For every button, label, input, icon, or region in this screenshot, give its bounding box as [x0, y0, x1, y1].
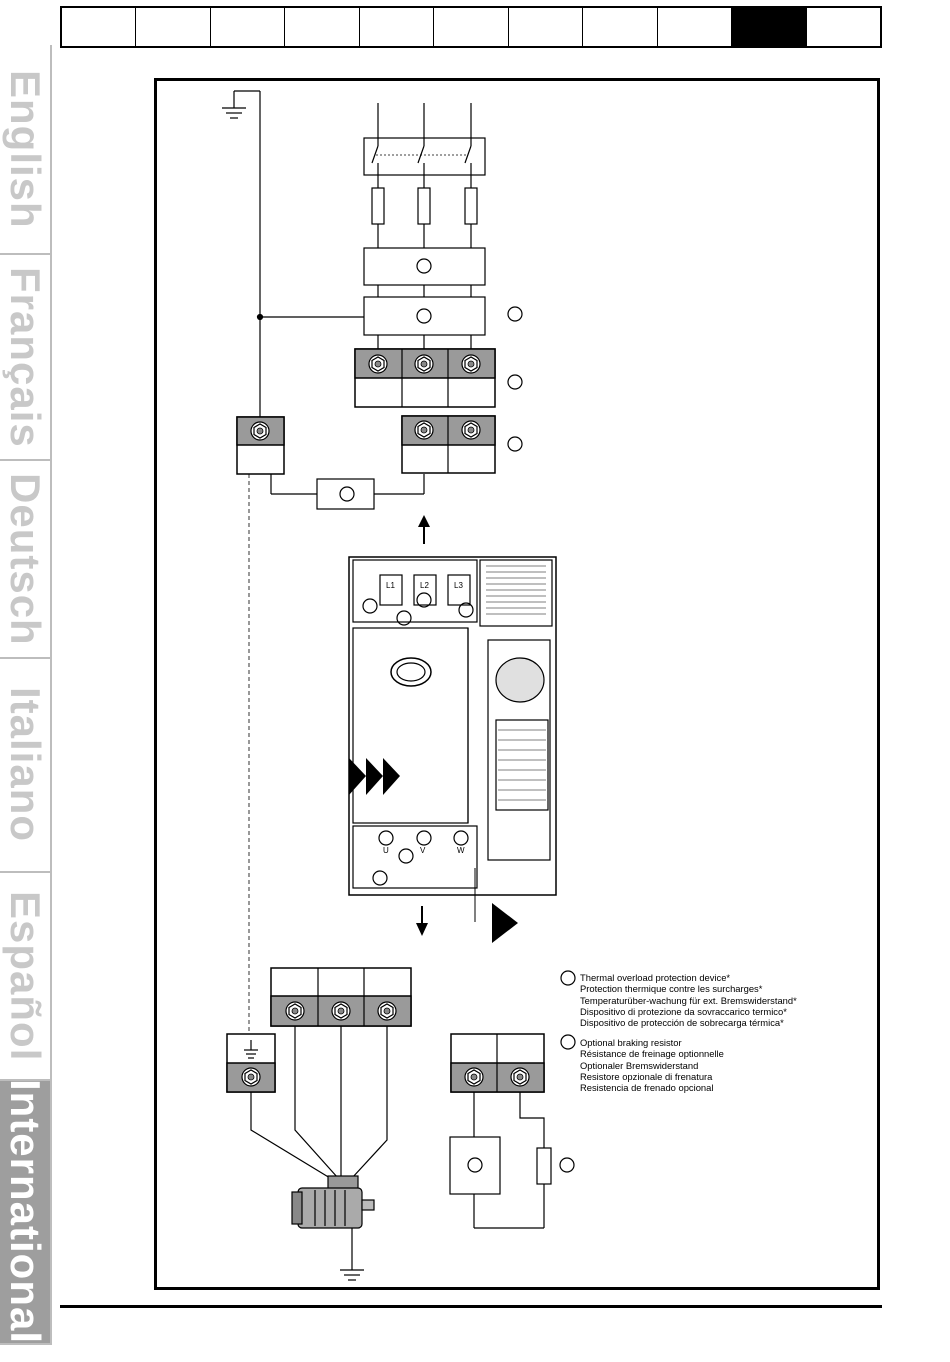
terminal-label-l1: L1 — [386, 581, 395, 590]
language-tab-label: Français — [2, 266, 49, 448]
thermal-overload-device — [450, 1137, 500, 1194]
terminal-label-l2: L2 — [420, 581, 429, 590]
legend-braking-de: Optionaler Bremswiderstand — [580, 1059, 699, 1071]
callout-circle — [560, 1158, 574, 1172]
drive-illustration — [349, 557, 556, 895]
supply-lines — [378, 103, 471, 138]
large-right-arrow-icon — [492, 903, 518, 943]
terminal-label-u: U — [383, 846, 389, 855]
language-tab-label: Español — [2, 890, 49, 1062]
optional-filter-box — [364, 248, 485, 285]
legend-braking — [580, 1037, 724, 1093]
pe-terminal — [237, 417, 284, 474]
isolator-switch — [364, 138, 485, 175]
legend-thermal-es: Dispositivo de protección de sobrecarga térmica* — [580, 1017, 784, 1029]
legend-thermal-en: Thermal overload protection device* — [580, 972, 731, 983]
callout-circle — [508, 375, 522, 389]
optional-line-reactor-box — [364, 297, 485, 335]
language-tab-label: Italiano — [2, 687, 49, 843]
legend-thermal-de: Temperaturüber-wachung für ext. Bremswiderstand* — [580, 994, 797, 1006]
braking-resistor-box — [317, 479, 374, 509]
legend-thermal-it: Dispositivo di protezione da sovraccarico termico* — [580, 1005, 787, 1017]
earth-symbol-motor — [340, 1228, 364, 1280]
braking-resistor — [537, 1148, 551, 1184]
legend-thermal-fr: Protection thermique contre les surcharges* — [580, 983, 763, 995]
braking-terminal-block — [451, 1034, 544, 1092]
earth-symbol-supply — [222, 91, 260, 118]
legend-thermal-circle — [561, 971, 575, 985]
supply-terminal-block — [355, 349, 495, 407]
arrow-up-icon — [418, 515, 430, 544]
arrow-down-icon — [416, 906, 428, 936]
callout-circle — [508, 307, 522, 321]
motor-pe-terminal — [227, 1034, 275, 1092]
terminal-label-w: W — [457, 846, 465, 855]
legend-braking-fr: Résistance de freinage optionnelle — [580, 1048, 724, 1060]
legend-braking-es: Resistencia de frenado opcional — [580, 1082, 714, 1094]
legend-braking-en: Optional braking resistor — [580, 1037, 682, 1048]
terminal-label-l3: L3 — [454, 581, 463, 590]
terminal-label-v: V — [420, 846, 426, 855]
fuses — [372, 175, 477, 248]
language-tab-label: Deutsch — [2, 472, 49, 646]
bottom-rule — [60, 1305, 882, 1308]
motor-terminal-block — [271, 968, 411, 1026]
legend-braking-it: Resistore opzionale di frenatura — [580, 1070, 713, 1082]
callout-circle — [508, 437, 522, 451]
motor-icon — [292, 1176, 374, 1228]
dc-terminal-block — [402, 416, 495, 473]
language-tab-label: International — [2, 1079, 49, 1345]
legend-braking-circle — [561, 1035, 575, 1049]
language-tab-label: English — [2, 69, 49, 229]
legend-thermal — [580, 972, 797, 1028]
